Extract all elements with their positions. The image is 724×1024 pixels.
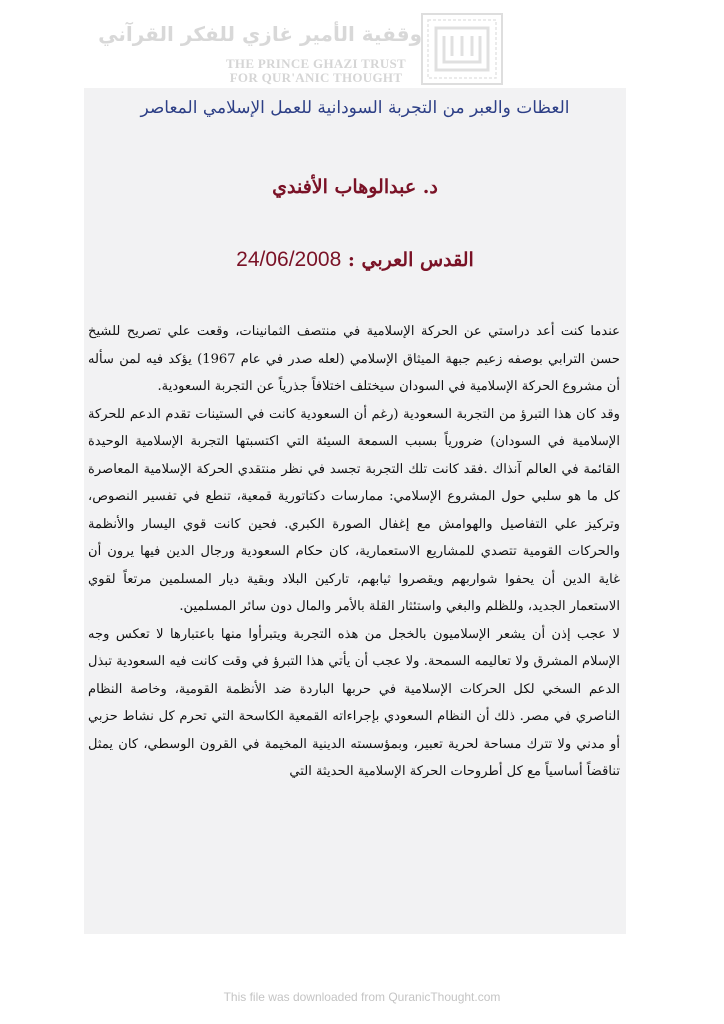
- source-line: [84, 248, 626, 272]
- article-title: العظات والعبر من التجربة السودانية للعمل الإسلامي المعاصر: [140, 98, 570, 118]
- watermark-english-line2: FOR QUR'ANIC THOUGHT: [229, 70, 403, 85]
- article-header: [84, 88, 626, 310]
- article-body: [84, 310, 626, 934]
- source-date: 24/06/2008: [236, 248, 342, 271]
- body-paragraph-2: وقد كان هذا التبرؤ من التجربة السعودية (رغم أن السعودية كانت في الستينات تقدم الدعم للحركة الإسلامية في السودان) ضرورياً بسبب السمعة السيئة التي اكتسبتها التجربة الإسلامية الوحيدة القائمة في العالم آنذاك .فقد كانت تلك التجربة تجسد في نظر منتقدي الحركة الإسلامية المعاصرة كل ما هو سلبي حول المشروع الإسلامي: ممارسات دكتاتورية قمعية، تنطع في تفسير النصوص، وتركيز علي التفاصيل والهوامش مع إغفال الصورة الكبري. فحين كانت قوي اليسار والأنظمة والحركات القومية تتصدي للمشاريع الاستعمارية، كان حكام السعودية ورجال الدين فيها يرون أن غاية الدين أن يحفوا شواربهم ويقصروا ثيابهم، تاركين البلاد وبقية ديار المسلمين مرتعاً لقوي الاستعمار الجديد، وللظلم والبغي واستئثار القلة بالأمر والمال دون سائر المسلمين.: [88, 406, 620, 614]
- watermark-english-line1: THE PRINCE GHAZI TRUST: [225, 56, 407, 71]
- author-name: د. عبدالوهاب الأفندي: [272, 176, 438, 198]
- source-name: القدس العربي :: [347, 249, 474, 271]
- trust-seal-icon: [420, 12, 504, 86]
- body-paragraph-1: عندما كنت أعد دراستي عن الحركة الإسلامية في منتصف الثمانينات، وقعت علي تصريح للشيخ حسن الترابي بوصفه زعيم جبهة الميثاق الإسلامي (لعله صدر في عام 1967) يؤكد فيه لمن سأله أن مشروع الحركة الإسلامية في السودان سيختلف اختلافاً جذرياً عن التجربة السعودية.: [88, 324, 621, 394]
- body-paragraph-3: لا عجب إذن أن يشعر الإسلاميون بالخجل من هذه التجربة ويتبرأوا منها باعتبارها لا تعكس وجه الإسلام المشرق ولا تعاليمه السمحة. ولا عجب أن يأتي هذا التبرؤ في وقت كانت فيه السعودية تبذل الدعم السخي لكل الحركات الإسلامية في حربها الباردة ضد الأنظمة القومية، وخاصة النظام الناصري في مصر. ذلك أن النظام السعودي بإجراءاته القمعية الكاسحة التي تحرم كل نشاط حزبي أو مدني ولا تترك مساحة لحرية تعبير، وبمؤسسته الدينية المخيمة في القرون الوسطي، كان يمثل تناقضاً أساسياً مع كل أطروحات الحركة الإسلامية الحديثة التي: [88, 626, 620, 779]
- watermark-arabic-name: وقفية الأمير غازي للفكر القرآني: [98, 22, 422, 46]
- download-footer: This file was downloaded from QuranicThought.com: [223, 990, 501, 1004]
- watermark-logo: [98, 8, 520, 88]
